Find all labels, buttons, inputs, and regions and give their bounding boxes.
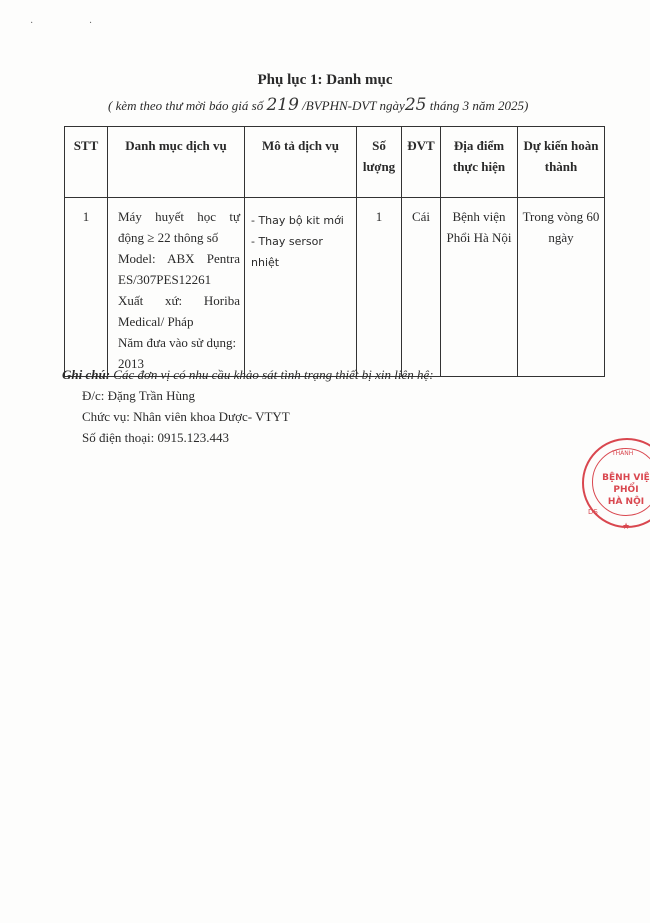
stamp-ring-text: THÀNH	[612, 450, 634, 457]
subtitle-prefix: ( kèm theo thư mời báo giá số	[108, 98, 264, 113]
cell-quantity: 1	[357, 198, 402, 377]
service-table	[64, 126, 605, 377]
page-title: Phụ lục 1: Danh mục	[257, 72, 393, 88]
col-header-location: Địa điểm thực hiện	[441, 127, 518, 198]
page-subtitle	[108, 95, 528, 115]
col-header-completion: Dự kiến hoàn thành	[518, 127, 605, 198]
description-line: - Thay bộ kit mới	[251, 214, 344, 227]
col-header-unit: ĐVT	[402, 127, 441, 198]
service-line: Năm đưa vào sử dụng:	[118, 335, 237, 350]
service-line: ES/307PES12261	[118, 272, 212, 287]
subtitle-suffix: tháng 3 năm 2025)	[429, 98, 529, 113]
description-line: nhiệt	[251, 256, 280, 269]
handwritten-day: 25	[404, 95, 427, 115]
cell-unit: Cái	[402, 198, 441, 377]
handwritten-doc-number: 219	[266, 95, 299, 115]
col-header-stt: STT	[65, 127, 108, 198]
stamp-line: BỆNH VIỆ	[602, 473, 650, 483]
col-header-service: Danh mục dịch vụ	[108, 127, 245, 198]
service-line: Máy huyết học tự	[118, 209, 240, 224]
col-header-quantity: Số lượng	[357, 127, 402, 198]
stamp-star-icon: ★	[622, 522, 631, 532]
contact-position: Chức vụ: Nhân viên khoa Dược- VTYT	[82, 409, 290, 424]
col-header-description: Mô tả dịch vụ	[245, 127, 357, 198]
hospital-stamp	[582, 438, 650, 532]
stamp-line: PHỔI	[613, 485, 639, 495]
notes-block	[62, 364, 434, 448]
table-row	[65, 198, 605, 377]
cell-stt: 1	[65, 198, 108, 377]
contact-name: Đ/c: Đặng Trần Hùng	[82, 388, 196, 403]
service-line: 2013	[118, 356, 144, 371]
subtitle-mid: /BVPHN-DVT ngày	[302, 98, 405, 113]
service-line: động ≥ 22 thông số	[118, 230, 219, 245]
service-line: Model: ABX Pentra	[118, 251, 240, 266]
scan-specks: · ·	[30, 18, 105, 29]
stamp-line: HÀ NỘI	[607, 497, 645, 507]
notes-label: Ghi chú:	[62, 367, 111, 382]
stamp-text	[596, 472, 650, 508]
table-header-row	[65, 127, 605, 198]
cell-service	[108, 198, 245, 377]
service-line: Xuất xứ: Horiba	[118, 293, 240, 308]
cell-completion: Trong vòng 60 ngày	[518, 198, 605, 377]
notes-text: Các đơn vị có nhu cầu khảo sát tình trạng thiết bị xin liên hệ:	[113, 367, 434, 382]
service-line: Medical/ Pháp	[118, 314, 194, 329]
stamp-ds: DS	[588, 508, 598, 516]
cell-location: Bệnh viện Phổi Hà Nội	[441, 198, 518, 377]
description-line: - Thay sersor	[251, 235, 323, 248]
contact-phone: Số điện thoại: 0915.123.443	[82, 430, 229, 445]
cell-description	[245, 198, 357, 377]
